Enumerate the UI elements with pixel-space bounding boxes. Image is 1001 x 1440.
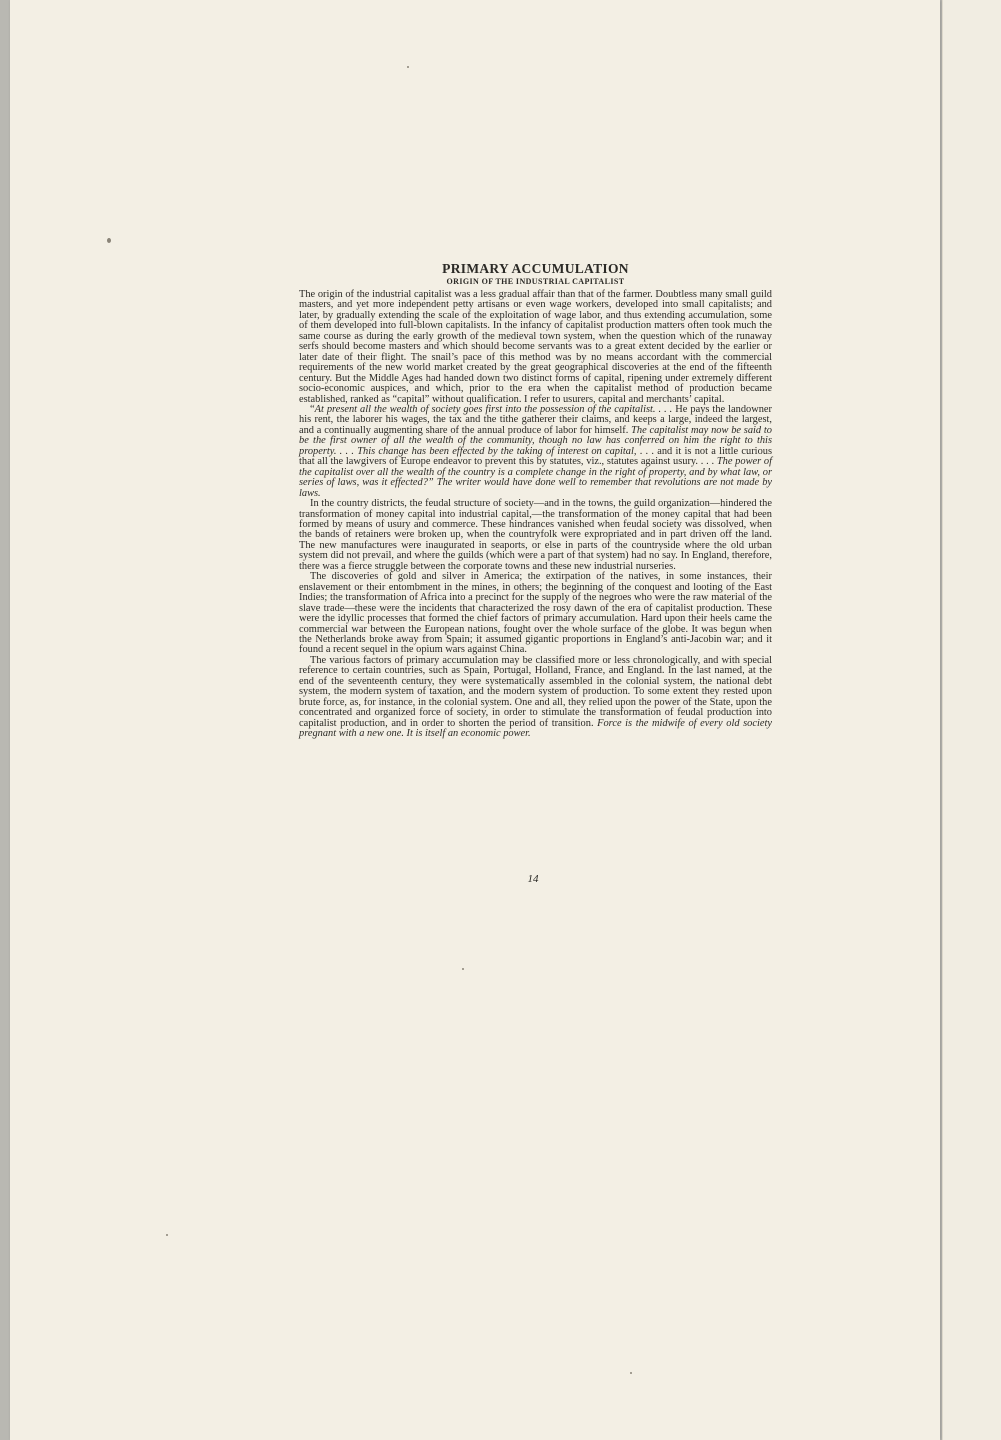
paper-speck [630, 1372, 632, 1374]
text-segment: He pays the landowner his rent, the laborer his wages, the tax and the tithe gatherer their claims, and keeps a large, indeed the largest, and a continually augmenting share of the annual produce of labor for himself. [299, 403, 772, 436]
page-number: 14 [527, 873, 539, 885]
adjacent-page-edge [942, 0, 1001, 1440]
text-segment: The discoveries of gold and silver in America; the extirpation of the natives, in some instances, their enslavement or their entombment in the mines, in others; the beginning of the conquest and looting of the East Indies; the transformation of Africa into a precinct for the supply of the negroes who were the raw material of the slave trade—these were the incidents that characterized the rosy dawn of the era of capitalist production. These were the idyllic processes that formed the chief factors of primary accumulation. Hard upon their heels came the commercial war between the European nations, fought over the whole surface of the globe. It was begun when the Netherlands broke away from Spain; it assumed gigantic proportions in England’s anti-Jacobin war; and it found a recent sequel in the opium wars against China. [299, 571, 772, 656]
article [299, 262, 772, 739]
italic-text-segment: The power of the capitalist over all the wealth of the country is a complete change in the right of property, and by what law, or series of laws, was it effected?” The writer would have done well to remember that revolutions are not made by laws. [299, 456, 772, 499]
paper-speck [166, 1234, 168, 1236]
paragraph [299, 656, 772, 740]
page-subtitle: ORIGIN OF THE INDUSTRIAL CAPITALIST [446, 277, 625, 286]
paper-speck [462, 968, 464, 970]
paragraph [299, 405, 772, 499]
text-segment: The various factors of primary accumulation may be classified more or less chronologically, and with special reference to certain countries, such as Spain, Portugal, Holland, France, and England. In the last named, at the end of the seventeenth century, they were systematically assembled in the colonial system, the national debt system, the modern system of taxation, and the modern system of production. To some extent they rested upon brute force, as, for instance, in the colonial system. One and all, they relied upon the power of the State, upon the concentrated and organized force of society, in order to stimulate the transformation of feudal production into capitalist production, and in order to shorten the period of transition. [299, 654, 772, 729]
body-text [299, 290, 772, 739]
italic-text-segment: At present all the wealth of society goes first into the possession of the capitalist. . . . [314, 403, 673, 415]
paper-speck [407, 66, 409, 68]
italic-text-segment: Force is the midwife of every old society pregnant with a new one. It is itself an economic power. [299, 717, 772, 740]
text-segment: . . . and it is not a little curious that all the lawgivers of Europe endeavor to prevent this by statutes, viz., statutes against usury. . . . [299, 445, 772, 468]
paragraph [299, 290, 772, 405]
paper-speck [107, 238, 111, 243]
text-segment: In the country districts, the feudal structure of society—and in the towns, the guild organization—hindered the transformation of money capital into industrial capital,—the transformation of the money capital that had been formed by means of usury and commerce. These hindrances vanished when feudal society was dissolved, when the bands of retainers were broken up, when the countryfolk were expropriated and in part driven off the land. The new manufactures were inaugurated in seaports, or else in parts of the countryside where the old urban system did not prevail, and where the guilds (which were a part of that system) had no say. In England, therefore, there was a fierce struggle between the corporate towns and these new industrial nurseries. [299, 498, 772, 572]
paragraph [299, 499, 772, 572]
paragraph [299, 572, 772, 656]
page-title: PRIMARY ACCUMULATION [442, 261, 629, 276]
text-segment: The origin of the industrial capitalist was a less gradual affair than that of the farmer. Doubtless many small guild masters, and yet more independent petty artisans or even wage workers, developed into small capitalists; and later, by gradually extending the scale of the exploitation of wage labor, and thus extending accumulation, some of them developed into full-blown capitalists. In the infancy of capitalist production matters often took much the same course as during the early growth of the medieval town system, when the question which of the runaway serfs should become masters and which should become servants was to a great extent decided by the earlier or later date of their flight. The snail’s pace of this method was by no means accordant with the commercial requirements of the new world market created by the great geographical discoveries at the end of the fifteenth century. But the Middle Ages had handed down two distinct forms of capital, ripening under extremely different socio-economic auspices, and which, prior to the era when the capitalist method of production became established, ranked as “capital” without qualification. I refer to usurers, capital and merchants’ capital. [299, 289, 772, 405]
book-page [10, 0, 940, 1440]
text-segment: “ [310, 403, 315, 415]
italic-text-segment: The capitalist may now be said to be the first owner of all the wealth of the community, though no law has conferred on him the right to this property. . . . This change has been effected by the taking of interest on capital, [299, 424, 772, 457]
